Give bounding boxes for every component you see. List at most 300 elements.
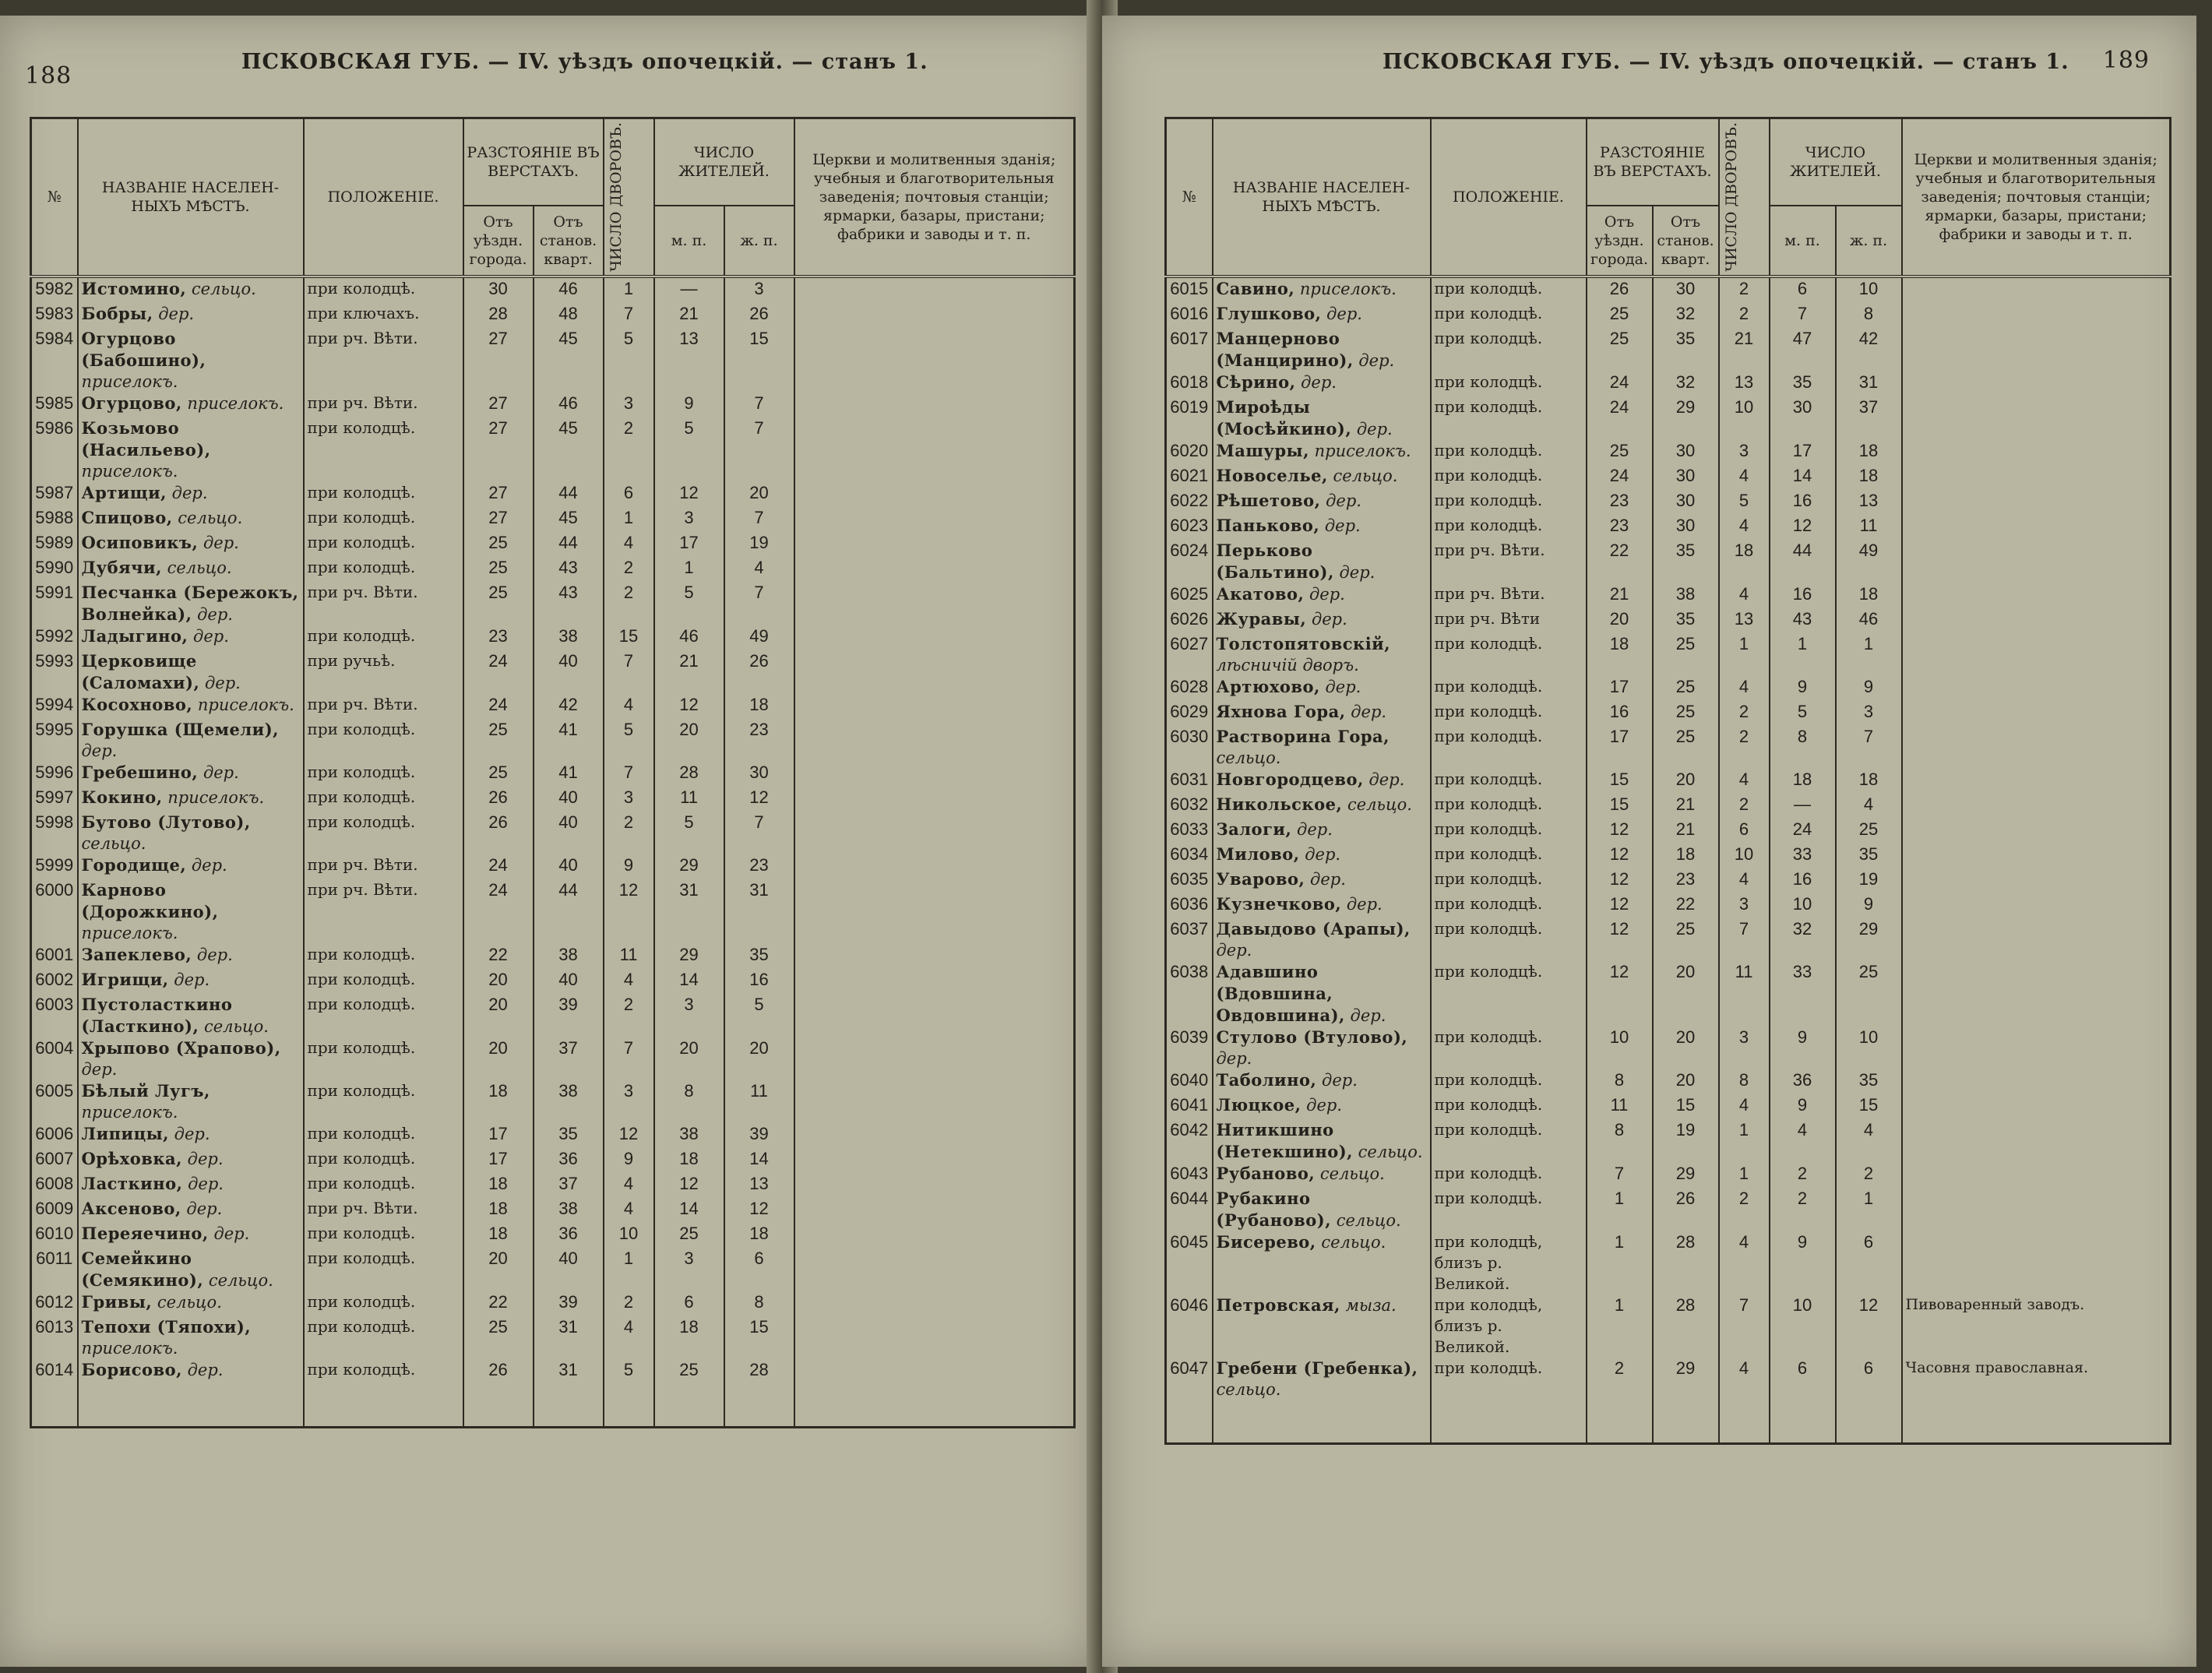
dist-stan-value: 46 xyxy=(534,276,604,303)
female-value: 18 xyxy=(1836,769,1902,794)
male-value: 3 xyxy=(654,994,724,1037)
dist-town-value: 27 xyxy=(463,507,534,532)
yards-value: 4 xyxy=(1719,1094,1770,1119)
entry-number: 6039 xyxy=(1166,1027,1213,1069)
yards-value: 1 xyxy=(1719,1119,1770,1163)
place-name-cell xyxy=(1213,769,1431,794)
dist-town-value: 24 xyxy=(463,854,534,879)
place-name: Горушка (Щемели), xyxy=(81,719,279,739)
col-notes-header: Церкви и молитвенныя зданія; учебныя и благотворительныя заведенія; почтовыя станціи; ярмарки, базары, пристани; фабрики и заводы и т. п. xyxy=(1902,118,2171,276)
filler-cell xyxy=(1587,1400,1653,1444)
dist-stan-value: 20 xyxy=(1653,961,1719,1027)
position-cell: при колодцѣ, близъ р. Великой. xyxy=(1431,1294,1587,1358)
place-type: приселокъ. xyxy=(81,1338,178,1358)
place-name-cell xyxy=(78,532,304,557)
yards-value: 11 xyxy=(1719,961,1770,1027)
left-header-title: ПСКОВСКАЯ ГУБ. — IV. уѣздъ опочецкій. — станъ 1. xyxy=(241,50,928,74)
notes-cell: Часовня православная. xyxy=(1902,1358,2171,1400)
place-type: дер. xyxy=(196,945,233,964)
position-cell: при колодцѣ. xyxy=(1431,794,1587,819)
notes-cell xyxy=(794,854,1075,879)
table-filler-row xyxy=(31,1384,1075,1428)
table-row xyxy=(31,969,1075,994)
dist-town-value: 8 xyxy=(1587,1119,1653,1163)
position-cell: при колодцѣ. xyxy=(1431,328,1587,372)
position-cell: при колодцѣ. xyxy=(1431,1069,1587,1094)
place-name: Истомино, xyxy=(81,278,187,298)
female-value: 18 xyxy=(724,1223,794,1248)
entry-number: 6030 xyxy=(1166,726,1213,769)
left-page xyxy=(0,16,1094,1667)
table-row xyxy=(31,1037,1075,1080)
place-type: сельцо. xyxy=(157,1292,222,1312)
yards-value: 4 xyxy=(1719,515,1770,540)
place-name-cell xyxy=(78,1037,304,1080)
dist-stan-value: 45 xyxy=(534,328,604,393)
yards-value: 11 xyxy=(604,944,654,969)
place-name: Орѣховка, xyxy=(81,1148,182,1168)
female-value: 11 xyxy=(724,1080,794,1123)
filler-cell xyxy=(463,1384,534,1428)
table-row xyxy=(31,994,1075,1037)
place-type: дер. xyxy=(203,763,239,782)
table-row xyxy=(31,650,1075,694)
place-type: приселокъ. xyxy=(167,787,265,807)
position-cell: при рч. Вѣти. xyxy=(304,328,463,393)
female-value: 18 xyxy=(1836,583,1902,608)
female-value: 3 xyxy=(1836,701,1902,726)
entry-number: 6032 xyxy=(1166,794,1213,819)
female-value: 23 xyxy=(724,854,794,879)
place-name: Кокино, xyxy=(81,787,163,807)
dist-stan-value: 21 xyxy=(1653,819,1719,844)
position-cell: при колодцѣ. xyxy=(1431,726,1587,769)
place-name-cell xyxy=(1213,1027,1431,1069)
notes-cell xyxy=(794,1173,1075,1198)
place-name: Толстопятовскій, xyxy=(1216,633,1391,653)
dist-town-value: 1 xyxy=(1587,1294,1653,1358)
dist-town-value: 24 xyxy=(1587,465,1653,490)
place-name: Липицы, xyxy=(81,1123,169,1143)
position-cell: при ключахъ. xyxy=(304,303,463,328)
place-type: сельцо. xyxy=(1333,466,1398,485)
yards-value: 10 xyxy=(1719,844,1770,868)
table-row xyxy=(31,1080,1075,1123)
yards-value: 4 xyxy=(604,969,654,994)
dist-stan-value: 21 xyxy=(1653,794,1719,819)
dist-stan-value: 38 xyxy=(534,1198,604,1223)
place-type: лѣсничій дворъ. xyxy=(1216,655,1359,674)
place-name: Яхнова Гора, xyxy=(1216,701,1346,721)
female-value: 7 xyxy=(724,417,794,482)
entry-number: 6001 xyxy=(31,944,78,969)
place-type: дер. xyxy=(213,1224,250,1243)
notes-cell xyxy=(794,650,1075,694)
notes-cell xyxy=(1902,1069,2171,1094)
dist-town-value: 20 xyxy=(463,969,534,994)
table-row xyxy=(1166,1069,2171,1094)
dist-stan-value: 36 xyxy=(534,1148,604,1173)
notes-cell xyxy=(794,557,1075,582)
yards-value: 1 xyxy=(604,507,654,532)
position-cell: при колодцѣ. xyxy=(1431,868,1587,893)
dist-town-value: 24 xyxy=(463,650,534,694)
dist-stan-value: 30 xyxy=(1653,440,1719,465)
notes-cell xyxy=(1902,794,2171,819)
place-type: приселокъ. xyxy=(187,393,284,413)
dist-stan-value: 35 xyxy=(1653,328,1719,372)
table-row xyxy=(31,557,1075,582)
place-name-cell xyxy=(78,1080,304,1123)
dist-stan-value: 38 xyxy=(534,944,604,969)
dist-stan-value: 28 xyxy=(1653,1294,1719,1358)
yards-value: 1 xyxy=(1719,633,1770,676)
yards-value: 1 xyxy=(604,276,654,303)
place-type: дер. xyxy=(1305,844,1341,864)
position-cell: при колодцѣ. xyxy=(1431,440,1587,465)
place-name: Городище, xyxy=(81,854,187,875)
notes-cell xyxy=(1902,726,2171,769)
female-value: 8 xyxy=(724,1291,794,1316)
place-name-cell xyxy=(78,879,304,944)
position-cell: при рч. Вѣти. xyxy=(304,582,463,625)
entry-number: 6011 xyxy=(31,1248,78,1291)
table-row xyxy=(1166,794,2171,819)
female-value: 25 xyxy=(1836,819,1902,844)
notes-cell xyxy=(1902,583,2171,608)
place-name-cell xyxy=(78,694,304,719)
place-name: Акатово, xyxy=(1216,583,1305,604)
entry-number: 6021 xyxy=(1166,465,1213,490)
male-value: 9 xyxy=(1770,1094,1836,1119)
table-row xyxy=(1166,701,2171,726)
place-name-cell xyxy=(1213,918,1431,961)
col-no-header: № xyxy=(1166,118,1213,276)
dist-town-value: 12 xyxy=(1587,868,1653,893)
female-value: 26 xyxy=(724,303,794,328)
place-name: Стулово (Втулово), xyxy=(1216,1027,1408,1047)
yards-value: 13 xyxy=(1719,608,1770,633)
table-row xyxy=(1166,676,2171,701)
col-yards-header xyxy=(1719,118,1770,276)
dist-town-value: 10 xyxy=(1587,1027,1653,1069)
place-name: Пустоласткино (Ласткино), xyxy=(81,994,233,1036)
place-type: дер. xyxy=(81,1059,118,1079)
place-name-cell xyxy=(78,482,304,507)
yards-value: 10 xyxy=(604,1223,654,1248)
position-cell: при колодцѣ. xyxy=(304,1123,463,1148)
place-name-cell xyxy=(1213,372,1431,396)
entry-number: 5986 xyxy=(31,417,78,482)
female-value: 18 xyxy=(1836,465,1902,490)
entry-number: 6022 xyxy=(1166,490,1213,515)
place-type: дер. xyxy=(1306,1095,1343,1115)
entry-number: 5991 xyxy=(31,582,78,625)
position-cell: при колодцѣ, близъ р. Великой. xyxy=(1431,1231,1587,1294)
dist-stan-value: 30 xyxy=(1653,276,1719,303)
dist-stan-value: 29 xyxy=(1653,1163,1719,1188)
place-type: приселокъ. xyxy=(81,461,178,481)
entry-number: 6018 xyxy=(1166,372,1213,396)
dist-town-value: 26 xyxy=(1587,276,1653,303)
dist-stan-value: 29 xyxy=(1653,1358,1719,1400)
position-cell: при рч. Вѣти. xyxy=(304,393,463,417)
col-dist-town-header: Отъ уѣздн. города. xyxy=(463,206,534,276)
notes-cell xyxy=(1902,844,2171,868)
place-name-cell xyxy=(78,994,304,1037)
table-row xyxy=(1166,893,2171,918)
place-name: Ладыгино, xyxy=(81,625,188,646)
dist-stan-value: 40 xyxy=(534,969,604,994)
table-row xyxy=(1166,303,2171,328)
dist-town-value: 22 xyxy=(1587,540,1653,583)
col-male-header: м. п. xyxy=(654,206,724,276)
dist-town-value: 11 xyxy=(1587,1094,1653,1119)
notes-cell xyxy=(1902,372,2171,396)
yards-value: 4 xyxy=(604,1173,654,1198)
male-value: 44 xyxy=(1770,540,1836,583)
dist-town-value: 25 xyxy=(1587,328,1653,372)
dist-town-value: 2 xyxy=(1587,1358,1653,1400)
place-name-cell xyxy=(78,393,304,417)
male-value: 8 xyxy=(1770,726,1836,769)
place-type: сельцо. xyxy=(1336,1210,1401,1230)
table-row xyxy=(1166,465,2171,490)
yards-value: 15 xyxy=(604,625,654,650)
place-name: Осиповикъ, xyxy=(81,532,199,552)
yards-value: 7 xyxy=(1719,918,1770,961)
place-name-cell xyxy=(1213,701,1431,726)
table-row xyxy=(31,812,1075,854)
position-cell: при колодцѣ. xyxy=(1431,893,1587,918)
female-value: 35 xyxy=(1836,1069,1902,1094)
place-name: Милово, xyxy=(1216,844,1300,864)
dist-stan-value: 41 xyxy=(534,762,604,787)
table-row xyxy=(1166,515,2171,540)
col-name-header: НАЗВАНІЕ НАСЕЛЕН-НЫХЪ МѢСТЪ. xyxy=(1213,118,1431,276)
place-type: дер. xyxy=(1356,419,1393,439)
dist-town-value: 27 xyxy=(463,417,534,482)
notes-cell xyxy=(1902,328,2171,372)
entry-number: 6029 xyxy=(1166,701,1213,726)
table-row xyxy=(31,1359,1075,1384)
female-value: 7 xyxy=(1836,726,1902,769)
female-value: 19 xyxy=(1836,868,1902,893)
position-cell: при рч. Вѣти. xyxy=(1431,583,1587,608)
dist-town-value: 24 xyxy=(1587,372,1653,396)
table-row xyxy=(31,328,1075,393)
col-dist-town-header: Отъ уѣздн. города. xyxy=(1587,206,1653,276)
dist-stan-value: 38 xyxy=(534,625,604,650)
yards-value: 9 xyxy=(604,1148,654,1173)
male-value: 20 xyxy=(654,719,724,762)
place-name: Новгородцево, xyxy=(1216,769,1364,789)
dist-town-value: 20 xyxy=(463,994,534,1037)
place-name: Савино, xyxy=(1216,278,1295,298)
dist-stan-value: 44 xyxy=(534,879,604,944)
place-name-cell xyxy=(1213,1294,1431,1358)
place-name-cell xyxy=(1213,844,1431,868)
dist-stan-value: 45 xyxy=(534,507,604,532)
entry-number: 6009 xyxy=(31,1198,78,1223)
table-row xyxy=(31,1291,1075,1316)
table-row xyxy=(31,1248,1075,1291)
female-value: 12 xyxy=(724,787,794,812)
female-value: 19 xyxy=(724,532,794,557)
table-row xyxy=(1166,868,2171,893)
male-value: 6 xyxy=(1770,276,1836,303)
position-cell: при рч. Вѣти xyxy=(1431,608,1587,633)
yards-value: 21 xyxy=(1719,328,1770,372)
notes-cell xyxy=(794,694,1075,719)
place-name-cell xyxy=(78,787,304,812)
place-name: Залоги, xyxy=(1216,819,1292,839)
dist-town-value: 25 xyxy=(463,582,534,625)
place-type: приселокъ. xyxy=(1299,279,1397,298)
place-type: сельцо. xyxy=(208,1270,273,1290)
place-name-cell xyxy=(78,650,304,694)
yards-value: 9 xyxy=(604,854,654,879)
female-value: 6 xyxy=(724,1248,794,1291)
position-cell: при колодцѣ. xyxy=(304,969,463,994)
place-name: Панькoво, xyxy=(1216,515,1320,535)
filler-cell xyxy=(78,1384,304,1428)
dist-town-value: 20 xyxy=(463,1248,534,1291)
place-name: Аксеново, xyxy=(81,1198,181,1218)
female-value: 1 xyxy=(1836,633,1902,676)
entry-number: 5990 xyxy=(31,557,78,582)
place-name: Рубаново, xyxy=(1216,1163,1316,1183)
notes-cell xyxy=(1902,1027,2171,1069)
place-type: мыза. xyxy=(1345,1295,1397,1315)
col-female-header: ж. п. xyxy=(1836,206,1902,276)
female-value: 20 xyxy=(724,1037,794,1080)
place-name: Уварово, xyxy=(1216,868,1305,889)
notes-cell xyxy=(1902,1163,2171,1188)
notes-cell xyxy=(794,1123,1075,1148)
entry-number: 6036 xyxy=(1166,893,1213,918)
male-value: 35 xyxy=(1770,372,1836,396)
yards-value: 5 xyxy=(604,1359,654,1384)
col-distance-header: РАЗСТОЯНІЕ ВЪ ВЕРСТАХЪ. xyxy=(463,118,604,206)
notes-cell xyxy=(794,1223,1075,1248)
female-value: 26 xyxy=(724,650,794,694)
male-value: 18 xyxy=(654,1316,724,1359)
entry-number: 6016 xyxy=(1166,303,1213,328)
place-name-cell xyxy=(1213,633,1431,676)
male-value: 18 xyxy=(654,1148,724,1173)
dist-town-value: 24 xyxy=(463,694,534,719)
table-row xyxy=(1166,396,2171,440)
entry-number: 5996 xyxy=(31,762,78,787)
table-row xyxy=(1166,961,2171,1027)
male-value: 2 xyxy=(1770,1163,1836,1188)
notes-cell xyxy=(794,1148,1075,1173)
dist-stan-value: 32 xyxy=(1653,372,1719,396)
place-type: дер. xyxy=(197,604,233,624)
dist-stan-value: 19 xyxy=(1653,1119,1719,1163)
dist-town-value: 30 xyxy=(463,276,534,303)
col-female-header: ж. п. xyxy=(724,206,794,276)
dist-town-value: 25 xyxy=(463,762,534,787)
place-name: Растворина Гора, xyxy=(1216,726,1390,746)
place-name-cell xyxy=(78,1248,304,1291)
male-value: 29 xyxy=(654,944,724,969)
place-type: дер. xyxy=(1346,894,1382,914)
dist-stan-value: 44 xyxy=(534,532,604,557)
yards-value: 7 xyxy=(604,303,654,328)
place-name-cell xyxy=(1213,819,1431,844)
yards-value: 1 xyxy=(604,1248,654,1291)
place-name-cell xyxy=(1213,276,1431,303)
notes-cell xyxy=(794,625,1075,650)
female-value: 12 xyxy=(1836,1294,1902,1358)
notes-cell xyxy=(794,944,1075,969)
male-value: 17 xyxy=(1770,440,1836,465)
male-value: 14 xyxy=(1770,465,1836,490)
female-value: 49 xyxy=(724,625,794,650)
dist-town-value: 12 xyxy=(1587,961,1653,1027)
notes-cell xyxy=(1902,515,2171,540)
dist-stan-value: 40 xyxy=(534,854,604,879)
position-cell: при колодцѣ. xyxy=(1431,1119,1587,1163)
place-name: Песчанка (Бережокъ, Волнейка), xyxy=(81,582,299,624)
position-cell: при колодцѣ. xyxy=(304,482,463,507)
table-row xyxy=(1166,583,2171,608)
left-table-body xyxy=(31,276,1075,1428)
entry-number: 6014 xyxy=(31,1359,78,1384)
place-name: Козьмово (Насильево), xyxy=(81,417,211,460)
place-name: Адавшино (Вдовшина, Овдовшина), xyxy=(1216,961,1345,1025)
yards-value: 4 xyxy=(604,1316,654,1359)
position-cell: при колодцѣ. xyxy=(304,1291,463,1316)
female-value: 29 xyxy=(1836,918,1902,961)
yards-value: 6 xyxy=(604,482,654,507)
female-value: 18 xyxy=(724,694,794,719)
place-name-cell xyxy=(78,557,304,582)
table-row xyxy=(1166,1119,2171,1163)
yards-value: 7 xyxy=(604,762,654,787)
male-value: 36 xyxy=(1770,1069,1836,1094)
place-name: Косохново, xyxy=(81,694,193,714)
notes-cell xyxy=(794,1248,1075,1291)
place-type: дер. xyxy=(1309,584,1345,604)
position-cell: при колодцѣ. xyxy=(1431,1094,1587,1119)
place-type: дер. xyxy=(188,1174,224,1193)
notes-cell xyxy=(794,719,1075,762)
male-value: 38 xyxy=(654,1123,724,1148)
place-name-cell xyxy=(1213,1094,1431,1119)
table-row xyxy=(31,625,1075,650)
notes-cell xyxy=(1902,819,2171,844)
dist-stan-value: 25 xyxy=(1653,676,1719,701)
yards-value: 4 xyxy=(1719,769,1770,794)
col-residents-header: ЧИСЛО ЖИТЕЛЕЙ. xyxy=(654,118,794,206)
entry-number: 6028 xyxy=(1166,676,1213,701)
col-yards-label: ЧИСЛО ДВОРОВЪ. xyxy=(1722,122,1740,272)
female-value: 12 xyxy=(724,1198,794,1223)
dist-stan-value: 30 xyxy=(1653,490,1719,515)
dist-stan-value: 42 xyxy=(534,694,604,719)
position-cell: при колодцѣ. xyxy=(304,1037,463,1080)
male-value: 21 xyxy=(654,303,724,328)
dist-stan-value: 37 xyxy=(534,1037,604,1080)
yards-value: 2 xyxy=(1719,794,1770,819)
male-value: — xyxy=(654,276,724,303)
place-name: Артюхово, xyxy=(1216,676,1320,696)
yards-value: 2 xyxy=(604,557,654,582)
yards-value: 1 xyxy=(1719,1163,1770,1188)
